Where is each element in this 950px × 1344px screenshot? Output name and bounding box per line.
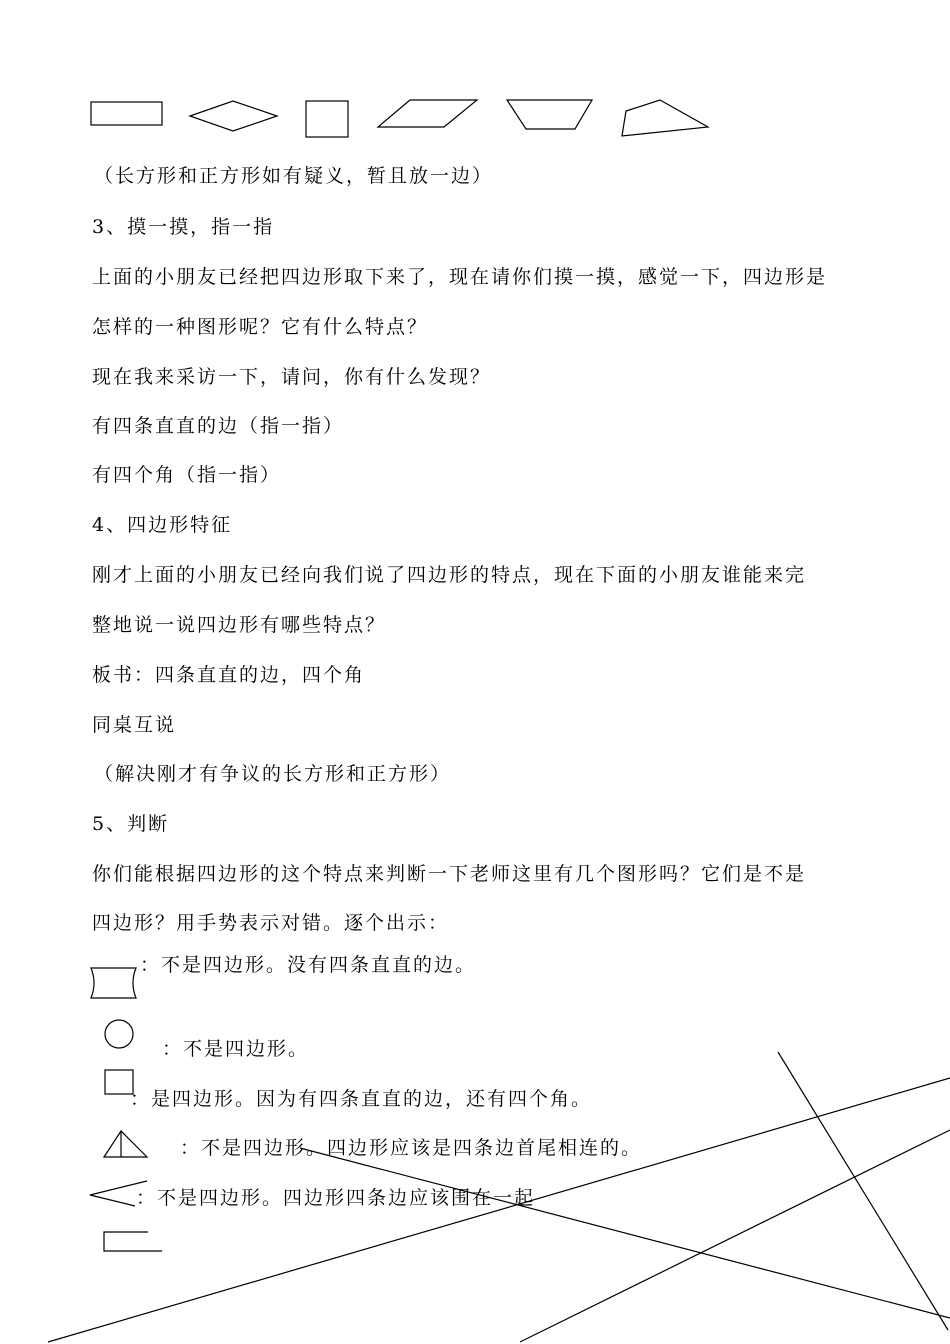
rectangle-shape bbox=[91, 102, 162, 125]
judgment-text: ：是四边形。因为有四条直直的边，还有四个角。 bbox=[130, 1088, 593, 1110]
open-rectangle-shape bbox=[104, 1232, 162, 1251]
crossing-line bbox=[520, 1130, 950, 1342]
text-line: 板书：四条直直的边，四个角 bbox=[92, 664, 366, 686]
square-shape bbox=[306, 101, 348, 137]
text-line: 四边形？用手势表示对错。逐个出示： bbox=[92, 912, 450, 934]
text-line: 有四个角（指一指） bbox=[92, 464, 282, 486]
parallelogram-shape bbox=[378, 100, 477, 127]
text-line: 刚才上面的小朋友已经向我们说了四边形的特点，现在下面的小朋友谁能来完 bbox=[92, 564, 807, 586]
crossing-line bbox=[778, 1052, 948, 1330]
judgment-text: ：不是四边形。四边形四条边应该围在一起 bbox=[136, 1187, 536, 1209]
crossing-line bbox=[48, 1078, 950, 1342]
triangle-with-line-shape bbox=[104, 1131, 147, 1157]
section-heading: 3、摸一摸，指一指 bbox=[92, 216, 275, 238]
judgment-text: ：不是四边形。 bbox=[162, 1038, 310, 1060]
section-heading: 4、四边形特征 bbox=[92, 514, 233, 536]
text-line: （长方形和正方形如有疑义，暂且放一边） bbox=[94, 165, 494, 187]
irregular-quadrilateral-shape bbox=[622, 100, 708, 136]
small-square-shape bbox=[105, 1070, 133, 1094]
text-line: 同桌互说 bbox=[92, 714, 177, 736]
text-line: 有四条直直的边（指一指） bbox=[92, 415, 345, 437]
judgment-text: ：不是四边形。四边形应该是四条边首尾相连的。 bbox=[180, 1137, 643, 1159]
judgment-text: ：不是四边形。没有四条直直的边。 bbox=[140, 954, 477, 976]
trapezoid-shape bbox=[507, 100, 592, 129]
text-line: 整地说一说四边形有哪些特点？ bbox=[92, 614, 387, 636]
text-line: 上面的小朋友已经把四边形取下来了，现在请你们摸一摸，感觉一下，四边形是 bbox=[92, 266, 828, 288]
section-heading: 5、判断 bbox=[92, 813, 170, 835]
concave-sides-shape bbox=[91, 968, 136, 998]
text-line: （解决刚才有争议的长方形和正方形） bbox=[94, 763, 452, 785]
circle-shape bbox=[105, 1020, 133, 1048]
text-line: 现在我来采访一下，请问，你有什么发现？ bbox=[92, 366, 492, 388]
rhombus-shape bbox=[190, 101, 277, 131]
text-line: 你们能根据四边形的这个特点来判断一下老师这里有几个图形吗？它们是不是 bbox=[92, 863, 807, 885]
text-line: 怎样的一种图形呢？它有什么特点？ bbox=[92, 316, 429, 338]
